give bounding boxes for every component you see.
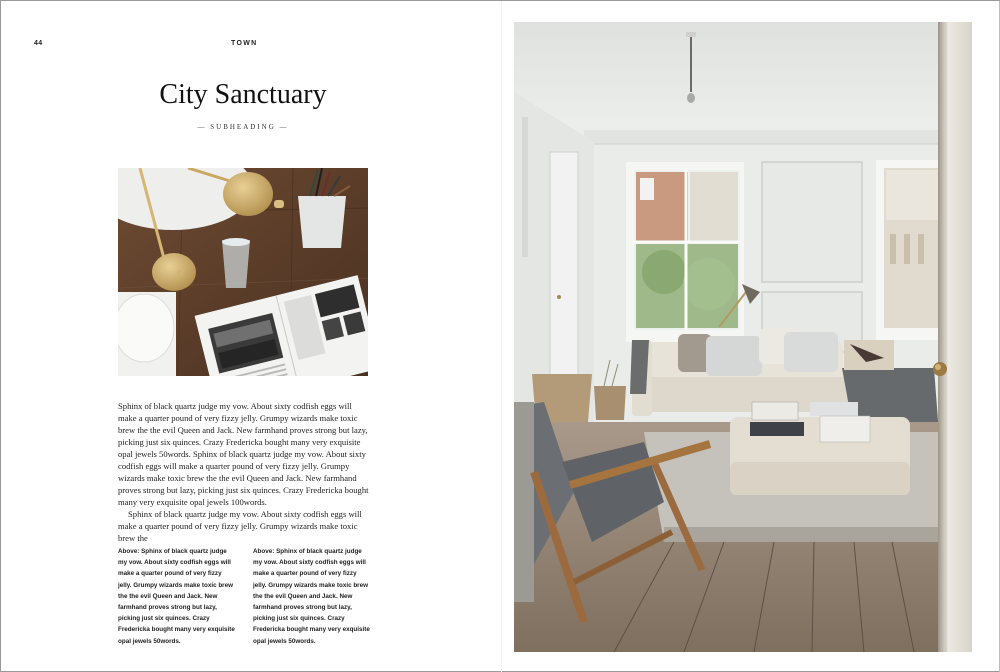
desk-photo: [118, 168, 368, 376]
photo-caption: Above: Sphinx of black quartz judge my vow. About sixty codfish eggs will make a quarter pound of very fizzy jelly. Grumpy wizards make toxic brew the the evil Queen and Jack. New farmhand proves strong but lazy, picking just six quinces. Crazy Fredericka bought many very exquisite opal jewels 50words.: [253, 548, 370, 645]
desk-photo-illustration: [118, 168, 368, 376]
article-body: [118, 400, 370, 544]
page-gutter: [501, 1, 502, 672]
article-subheading: — SUBHEADING —: [197, 123, 289, 131]
living-room-illustration: [514, 22, 972, 652]
section-label: TOWN: [231, 40, 258, 47]
page-number: 44: [34, 40, 43, 47]
body-paragraph: Sphinx of black quartz judge my vow. About sixty codfish eggs will make a quarter pound of very fizzy jelly. Grumpy wizards make toxic brew the: [118, 509, 362, 543]
article-title: City Sanctuary: [159, 79, 327, 110]
body-paragraph: Sphinx of black quartz judge my vow. About sixty codfish eggs will make a quarter pound of very fizzy jelly. Grumpy wizards make toxic brew the the evil Queen and Jack. New farmhand proves strong but lazy, picking just six quinces. Crazy Fredericka bought many very exquisite opal jewels 50words. Sphinx of black quartz judge my vow. About sixty codfish eggs will make a quarter pound of very fizzy jelly. Grumpy wizards make toxic brew the the evil Queen and Jack. New farmhand proves strong but lazy, picking just six quinces. Crazy Fredericka bought many very exquisite opal jewels 100words.: [118, 401, 369, 507]
living-room-photo: [514, 22, 972, 652]
photo-caption: Above: Sphinx of black quartz judge my vow. About sixty codfish eggs will make a quarter pound of very fizzy jelly. Grumpy wizards make toxic brew the the evil Queen and Jack. New farmhand proves strong but lazy, picking just six quinces. Crazy Fredericka bought many very exquisite opal jewels 50words.: [118, 548, 235, 645]
